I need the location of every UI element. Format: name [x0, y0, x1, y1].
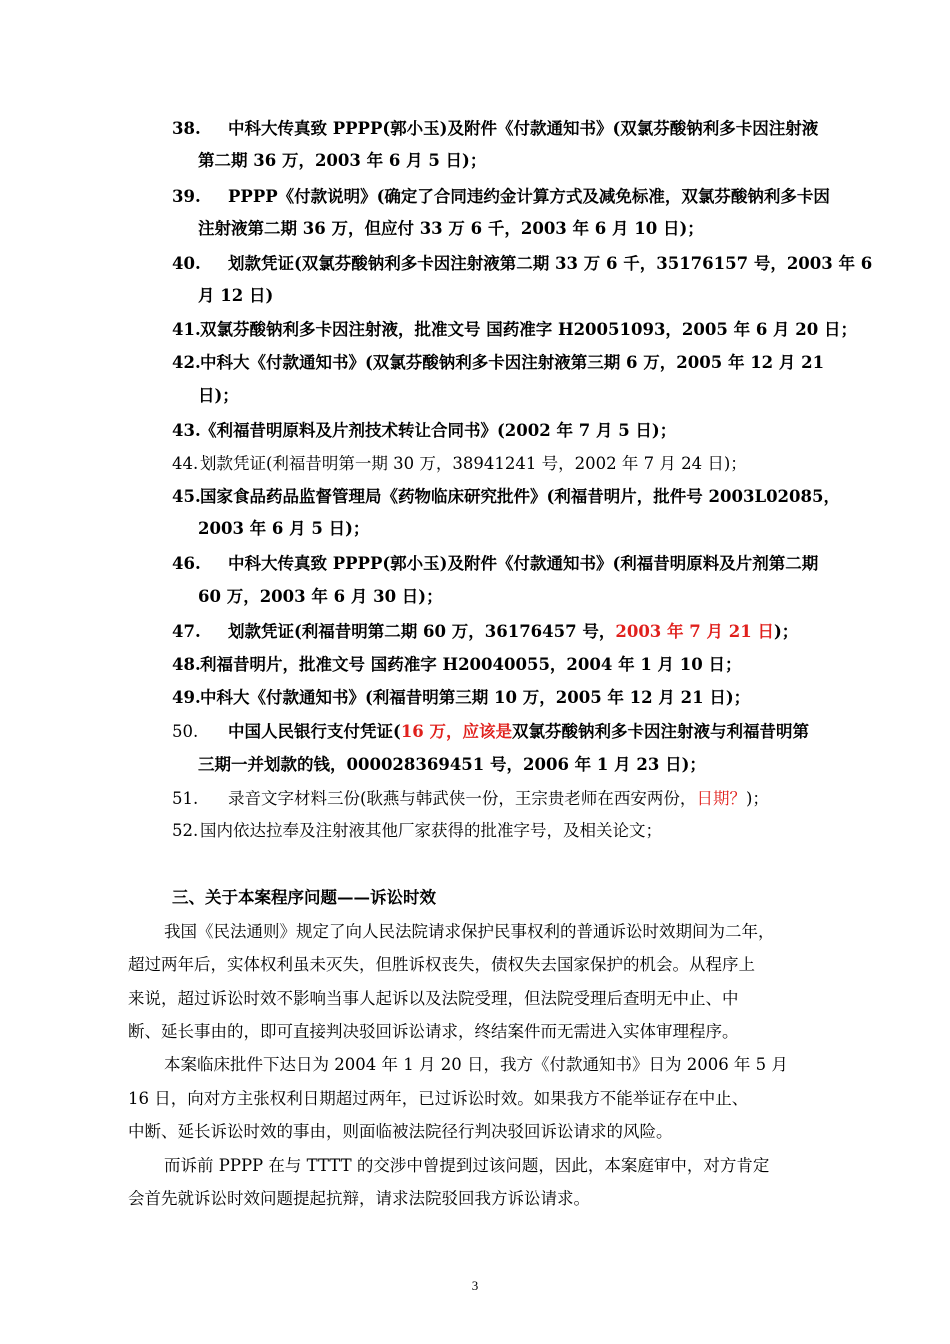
- list-item: 41.双氯芬酸钠利多卡因注射液，批准文号 国药准字 H20051093，2005 年 6 月 20 日；: [172, 320, 858, 339]
- item-number: 44.: [172, 454, 199, 473]
- item-number: 40.: [172, 254, 201, 273]
- list-item-continuation: 月 12 日): [198, 286, 274, 305]
- paragraph-line: 中断、延长诉讼时效的事由，则面临被法院径行判决驳回诉讼请求的风险。: [128, 1122, 673, 1141]
- item-number: 42.: [172, 353, 201, 372]
- highlighted-question: 日期？: [696, 789, 746, 808]
- list-item-continuation: 2003 年 6 月 5 日)；: [198, 519, 370, 538]
- item-number: 43.: [172, 421, 201, 440]
- paragraph-line: 超过两年后，实体权利虽未灭失，但胜诉权丧失，债权失去国家保护的机会。从程序上: [128, 955, 755, 974]
- list-item: 43.《利福昔明原料及片剂技术转让合同书》(2002 年 7 月 5 日)；: [172, 421, 677, 440]
- item-number: 49.: [172, 688, 201, 707]
- section-heading: 三、关于本案程序问题——诉讼时效: [172, 888, 436, 907]
- list-item: 40. 划款凭证(双氯芬酸钠利多卡因注射液第二期 33 万 6 千，35176157 号，2003 年 6: [172, 254, 873, 273]
- list-item: 39. PPPP《付款说明》(确定了合同违约金计算方式及减免标准，双氯芬酸钠利多卡因: [172, 187, 830, 206]
- paragraph-line: 来说，超过诉讼时效不影响当事人起诉以及法院受理，但法院受理后查明无中止、中: [128, 989, 739, 1008]
- list-item: 48.利福昔明片，批准文号 国药准字 H20040055，2004 年 1 月 10 日；: [172, 655, 742, 674]
- item-number: 39.: [172, 187, 201, 206]
- list-item-continuation: 第二期 36 万，2003 年 6 月 5 日)；: [198, 151, 487, 170]
- highlighted-date: 2003 年 7 月 21 日: [615, 622, 774, 641]
- list-item-continuation: 三期一并划款的钱，000028369451 号，2006 年 1 月 23 日)；: [198, 755, 706, 774]
- item-number: 41.: [172, 320, 201, 339]
- list-item-continuation: 日)；: [198, 386, 239, 405]
- paragraph-line: 本案临床批件下达日为 2004 年 1 月 20 日，我方《付款通知书》日为 2006 年 5 月: [164, 1055, 788, 1074]
- item-number: 47.: [172, 622, 201, 641]
- item-number: 52.: [172, 821, 199, 840]
- item-number: 50.: [172, 722, 199, 741]
- item-number: 45.: [172, 487, 201, 506]
- list-item: 52. 国内依达拉奉及注射液其他厂家获得的批准字号，及相关论文；: [172, 821, 662, 840]
- list-item: 45.国家食品药品监督管理局《药物临床研究批件》(利福昔明片，批件号 2003L02085，: [172, 487, 840, 506]
- item-number: 38.: [172, 119, 201, 138]
- list-item: 38. 中科大传真致 PPPP(郭小玉)及附件《付款通知书》(双氯芬酸钠利多卡因注射液: [172, 119, 819, 138]
- page-number: 3: [471, 1278, 479, 1293]
- paragraph-line: 16 日，向对方主张权利日期超过两年，已过诉讼时效。如果我方不能举证存在中止、: [128, 1089, 749, 1108]
- list-item: 44. 划款凭证(利福昔明第一期 30 万，38941241 号，2002 年 7 月 24 日)；: [172, 454, 747, 473]
- list-item: 49.中科大《付款通知书》(利福昔明第三期 10 万，2005 年 12 月 21 日)；: [172, 688, 751, 707]
- list-item-continuation: 注射液第二期 36 万，但应付 33 万 6 千，2003 年 6 月 10 日)；: [198, 219, 704, 238]
- list-item-continuation: 60 万，2003 年 6 月 30 日)；: [198, 587, 443, 606]
- list-item: 42.中科大《付款通知书》(双氯芬酸钠利多卡因注射液第三期 6 万，2005 年 12 月 21: [172, 353, 825, 372]
- list-item: 50. 中国人民银行支付凭证(16 万，应该是双氯芬酸钠利多卡因注射液与利福昔明第: [172, 722, 810, 741]
- paragraph-line: 断、延长事由的，即可直接判决驳回诉讼请求，终结案件而无需进入实体审理程序。: [128, 1022, 739, 1041]
- item-number: 48.: [172, 655, 201, 674]
- paragraph-line: 而诉前 PPPP 在与 TTTT 的交涉中曾提到过该问题，因此，本案庭审中，对方肯定: [164, 1156, 770, 1175]
- paragraph-line: 会首先就诉讼时效问题提起抗辩，请求法院驳回我方诉讼请求。: [128, 1189, 590, 1208]
- list-item: 47. 划款凭证(利福昔明第二期 60 万，36176457 号，2003 年 7 月 21 日)；: [172, 622, 799, 641]
- item-number: 46.: [172, 554, 201, 573]
- list-item: 46. 中科大传真致 PPPP(郭小玉)及附件《付款通知书》(利福昔明原料及片剂第二期: [172, 554, 819, 573]
- paragraph-line: 我国《民法通则》规定了向人民法院请求保护民事权利的普通诉讼时效期间为二年，: [164, 922, 775, 941]
- list-item: 51. 录音文字材料三份(耿燕与韩武侠一份，王宗贵老师在西安两份，日期？)；: [172, 789, 769, 808]
- item-number: 51.: [172, 789, 199, 808]
- highlighted-note: 16 万，应该是: [400, 722, 513, 741]
